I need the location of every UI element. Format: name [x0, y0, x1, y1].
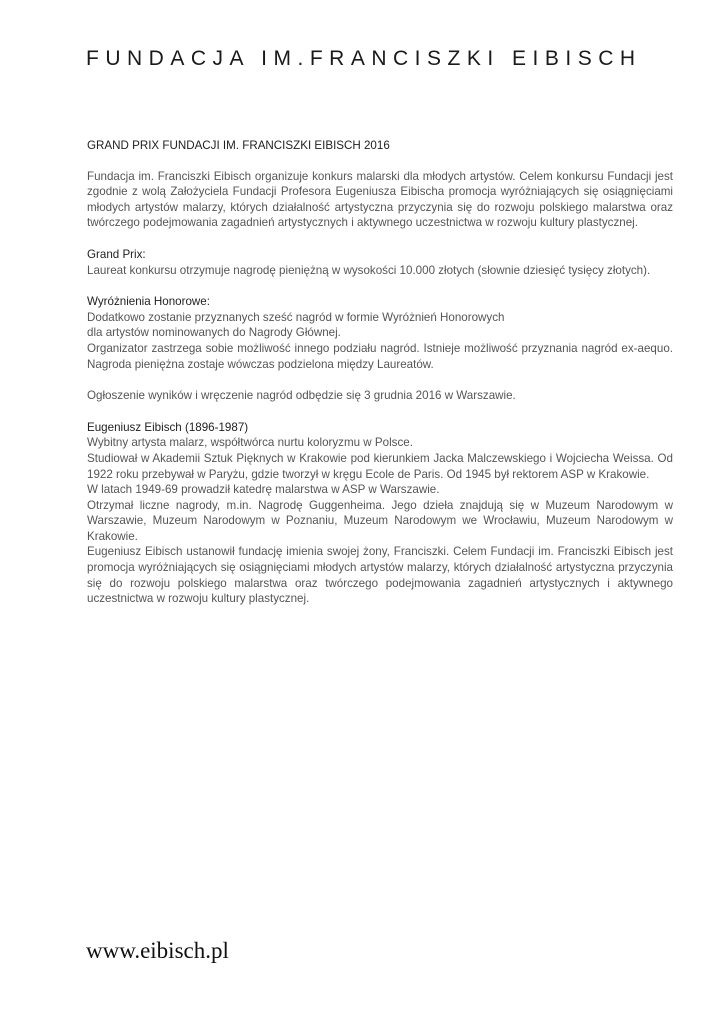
- organization-title: FUNDACJA IM.FRANCISZKI EIBISCH: [86, 47, 642, 70]
- honors-line-1: Dodatkowo zostanie przyznanych sześć nagród w formie Wyróżnień Honorowych: [87, 310, 505, 324]
- bio-paragraph-3: Eugeniusz Eibisch ustanowił fundację imienia swojej żony, Franciszki. Celem Fundacji im. Franciszki Eibisch jest promocja wyróżniających się osiągnięciami młodych artystów malarzy, których działalność artystyczna przyczynia się do rozwoju polskiego malarstwa oraz twórczego podejmowania zagadnień artystycznych i aktywnego uczestnictwa w rozwoju kultury plastycznej.: [87, 545, 673, 606]
- honors-title: Wyróżnienia Honorowe:: [87, 295, 210, 309]
- grand-prix-text: Laureat konkursu otrzymuje nagrodę pieniężną w wysokości 10.000 złotych (słownie dziesięć tysięcy złotych).: [87, 263, 651, 277]
- bio-paragraph-2: Otrzymał liczne nagrody, m.in. Nagrodę Guggenheima. Jego dzieła znajdują się w Muzeum Narodowym w Warszawie, Muzeum Narodowym w Poznaniu, Muzeum Narodowym we Wrocławiu, Muzeum Narodowym w Krakowie.: [87, 498, 673, 543]
- grand-prix-title: Grand Prix:: [87, 247, 146, 261]
- spacer: [87, 231, 673, 247]
- spacer: [87, 154, 673, 169]
- spacer: [87, 278, 673, 294]
- spacer: [87, 404, 673, 420]
- honors-line-2: dla artystów nominowanych do Nagrody Głównej.: [87, 326, 341, 340]
- bio-paragraph-1: Studiował w Akademii Sztuk Pięknych w Krakowie pod kierunkiem Jacka Malczewskiego i Wojciecha Weissa. Od 1922 roku przebywał w Paryżu, gdzie tworzył w kręgu Ecole de Paris. Od 1945 był rektorem ASP w Krakowie.: [87, 451, 673, 481]
- bio-line-2: W latach 1949-69 prowadził katedrę malarstwa w ASP w Warszawie.: [87, 483, 440, 497]
- document-heading: GRAND PRIX FUNDACJI IM. FRANCISZKI EIBISCH 2016: [87, 139, 390, 152]
- intro-paragraph: Fundacja im. Franciszki Eibisch organizuje konkurs malarski dla młodych artystów. Celem konkursu Fundacji jest zgodnie z wolą Założyciela Fundacji Profesora Eugeniusza Eibischa promocja wyróżniających się osiągnięciami młodych artystów malarzy, których działalność artystyczna przyczynia się do rozwoju polskiego malarstwa oraz twórczego podejmowania zagadnień artystycznych i aktywnego uczestnictwa w rozwoju kultury plastycznej.: [87, 169, 673, 230]
- honors-text: Organizator zastrzega sobie możliwość innego podziału nagród. Istnieje możliwość przyznania nagród ex-aequo. Nagroda pieniężna zostaje wówczas podzielona między Laureatów.: [87, 341, 673, 371]
- bio-title: Eugeniusz Eibisch (1896-1987): [87, 420, 249, 434]
- spacer: [87, 372, 673, 388]
- document-body: [87, 138, 673, 607]
- announcement-text: Ogłoszenie wyników i wręczenie nagród odbędzie się 3 grudnia 2016 w Warszawie.: [87, 389, 516, 403]
- website-url: www.eibisch.pl: [86, 938, 229, 963]
- bio-line-1: Wybitny artysta malarz, współtwórca nurtu koloryzmu w Polsce.: [87, 436, 413, 450]
